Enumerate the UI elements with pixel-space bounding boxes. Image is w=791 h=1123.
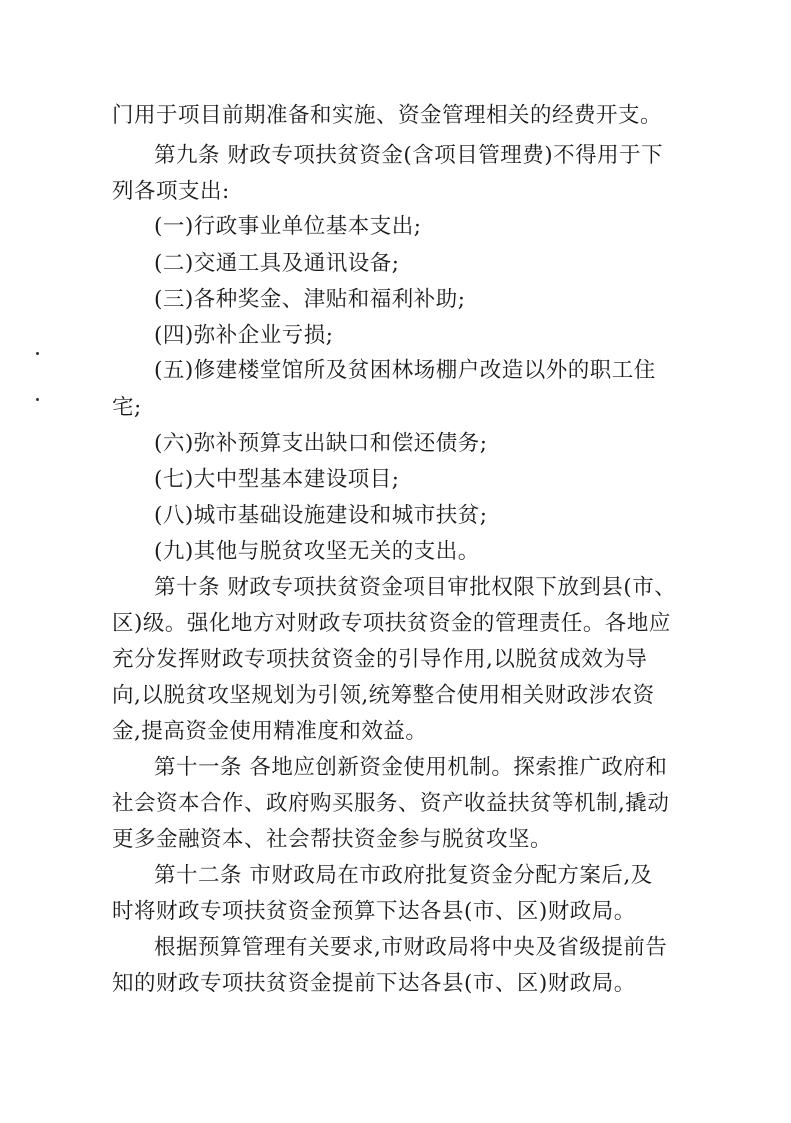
text-line: 知的财政专项扶贫资金提前下达各县(市、区)财政局。 [112,971,636,996]
scan-speck [36,352,39,355]
article-11-heading: 第十一条 各地应创新资金使用机制。探索推广政府和 [154,755,668,780]
text-line: 向,以脱贫攻坚规划为引领,统筹整合使用相关财政涉农资 [112,683,655,708]
text-line: 社会资本合作、政府购买服务、资产收益扶贫等机制,撬动 [112,791,670,816]
list-item: (二)交通工具及通讯设备; [154,251,400,276]
article-10-heading: 第十条 财政专项扶贫资金项目审批权限下放到县(市、 [154,575,677,600]
list-item: (一)行政事业单位基本支出; [154,214,422,239]
list-item: (五)修建楼堂馆所及贫困林场棚户改造以外的职工住 [154,358,656,383]
text-line: 根据预算管理有关要求,市财政局将中央及省级提前告 [154,935,668,960]
scan-speck [36,398,39,401]
text-line: 区)级。强化地方对财政专项扶贫资金的管理责任。各地应 [112,611,671,636]
text-line: 金,提高资金使用精准度和效益。 [112,719,428,744]
text-line: 时将财政专项扶贫资金预算下达各县(市、区)财政局。 [112,899,636,924]
text-line: 更多金融资本、社会帮扶资金参与脱贫攻坚。 [112,827,553,852]
article-12-heading: 第十二条 市财政局在市政府批复资金分配方案后,及 [154,863,653,888]
list-item: (七)大中型基本建设项目; [154,467,400,492]
text-line: 宅; [112,395,142,420]
text-line: 充分发挥财政专项扶贫资金的引导作用,以脱贫成效为导 [112,647,648,672]
list-item: (九)其他与脱贫攻坚无关的支出。 [154,539,480,564]
list-item: (八)城市基础设施建设和城市扶贫; [154,503,488,528]
list-item: (三)各种奖金、津贴和福利补助; [154,287,466,312]
list-item: (四)弥补企业亏损; [154,323,334,348]
text-line: 列各项支出: [112,179,230,204]
article-9-heading: 第九条 财政专项扶贫资金(含项目管理费)不得用于下 [154,143,664,168]
text-line: 门用于项目前期准备和实施、资金管理相关的经费开支。 [112,103,663,128]
list-item: (六)弥补预算支出缺口和偿还债务; [154,431,488,456]
